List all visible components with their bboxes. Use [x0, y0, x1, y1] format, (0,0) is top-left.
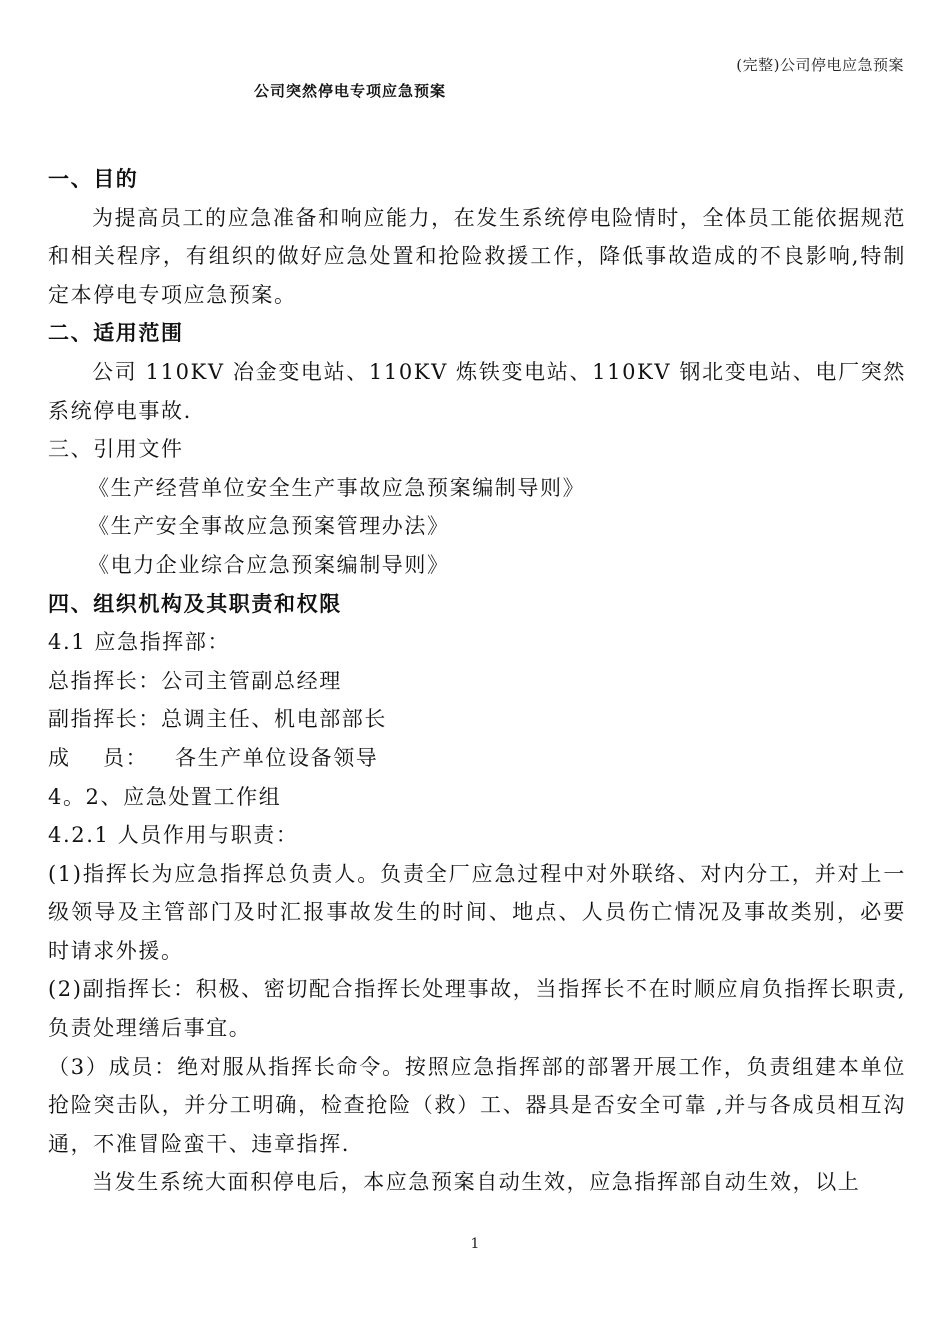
document-title: 公司突然停电专项应急预案	[254, 82, 447, 100]
section-2-heading: 二、适用范围	[48, 320, 184, 346]
section-3-heading: 三、引用文件	[48, 437, 184, 462]
subsection-4-1: 4.1 应急指挥部：	[48, 630, 231, 655]
section-1-heading: 一、目的	[48, 166, 139, 191]
document-body	[48, 160, 906, 1202]
members-line	[48, 739, 906, 778]
members-label-part-1: 成	[48, 745, 71, 770]
section-1-body: 为提高员工的应急准备和响应能力，在发生系统停电险情时，全体员工能依据规范和相关程序，有组织的做好应急处置和抢险救援工作，降低事故造成的不良影响,特制定本停电专项应急预案。	[48, 205, 906, 307]
duty-item-2: (2)副指挥长：积极、密切配合指挥长处理事故，当指挥长不在时顺应肩负指挥长职责,负责处理缮后事宜。	[48, 977, 906, 1041]
section-2-body: 公司 110KV 冶金变电站、110KV 炼铁变电站、110KV 钢北变电站、电厂突然系统停电事故.	[48, 359, 906, 423]
members-label-part-2: 员：	[103, 745, 149, 770]
duty-item-1: (1)指挥长为应急指挥总负责人。负责全厂应急过程中对外联络、对内分工，并对上一级领导及主管部门及时汇报事故发生的时间、地点、人员伤亡情况及事故类别，必要时请求外援。	[48, 861, 906, 963]
duty-item-3: （3）成员：绝对服从指挥长命令。按照应急指挥部的部署开展工作，负责组建本单位抢险突击队，并分工明确，检查抢险（救）工、器具是否安全可靠 ,并与各成员相互沟通，不准冒险蛮干、违章指挥.	[48, 1054, 906, 1156]
subsection-4-2: 4。2、应急处置工作组	[48, 784, 282, 809]
subsection-4-2-1: 4.2.1 人员作用与职责：	[48, 823, 299, 848]
page-number: 1	[470, 1236, 480, 1252]
page-header-note: (完整)公司停电应急预案	[736, 56, 904, 74]
reference-item: 《生产安全事故应急预案管理办法》	[88, 514, 450, 539]
members-value: 各生产单位设备领导	[175, 745, 379, 770]
section-4-heading: 四、组织机构及其职责和权限	[48, 590, 342, 616]
reference-item: 《生产经营单位安全生产事故应急预案编制导则》	[88, 475, 586, 500]
deputy-commander-line: 副指挥长：总调主任、机电部部长	[48, 707, 387, 732]
reference-item: 《电力企业综合应急预案编制导则》	[88, 552, 450, 577]
chief-commander-line: 总指挥长：公司主管副总经理	[48, 668, 342, 693]
closing-paragraph: 当发生系统大面积停电后，本应急预案自动生效，应急指挥部自动生效，以上	[92, 1170, 861, 1195]
